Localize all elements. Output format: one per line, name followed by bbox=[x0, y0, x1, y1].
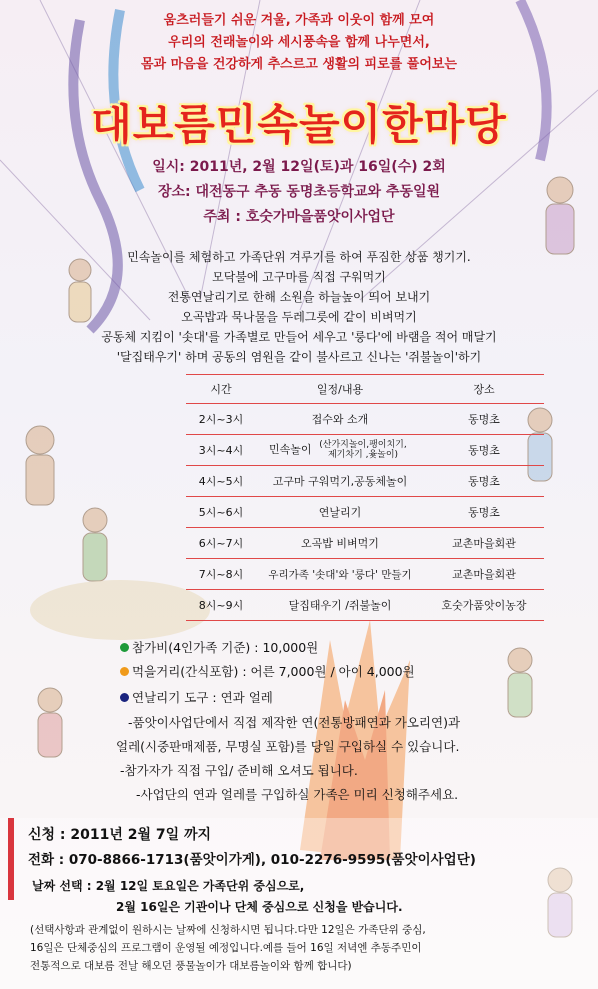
food-note bbox=[120, 662, 415, 680]
table-row bbox=[186, 497, 544, 528]
ground-patch bbox=[30, 580, 210, 640]
row-place: 교촌마을회관 bbox=[424, 528, 544, 559]
contact-accent-bar bbox=[8, 818, 14, 900]
row-content: 오곡밥 비벼먹기 bbox=[256, 528, 424, 559]
activity-3: 전통연날리기로 한해 소원을 하늘높이 띄어 보내기 bbox=[167, 290, 431, 304]
table-row bbox=[186, 435, 544, 466]
table-row bbox=[186, 528, 544, 559]
row-time: 2시~3시 bbox=[186, 404, 256, 435]
row-time: 8시~9시 bbox=[186, 590, 256, 621]
row-content: 달집태우기 /쥐불놀이 bbox=[256, 590, 424, 621]
row-place: 동명초 bbox=[424, 497, 544, 528]
kite-text: 연날리기 도구 : 연과 얼레 bbox=[132, 690, 273, 705]
application-deadline: 신청 : 2011년 2월 7일 까지 bbox=[28, 827, 212, 843]
activity-1: 민속놀이를 체험하고 가족단위 겨루기를 하여 푸짐한 상품 챙기기. bbox=[127, 250, 471, 264]
row-place: 동명초 bbox=[424, 466, 544, 497]
event-title: 대보름민속놀이한마당 bbox=[91, 100, 507, 149]
fee-note bbox=[120, 638, 318, 656]
header-content: 일정/내용 bbox=[256, 375, 424, 404]
event-host: 주최 : 호숫가마을품앗이사업단 bbox=[203, 209, 395, 225]
activity-6: '달집태우기' 하며 공동의 염원을 같이 불사르고 신나는 '쥐불놀이'하기 bbox=[116, 350, 482, 364]
table-row bbox=[186, 404, 544, 435]
orange-dot-icon bbox=[120, 667, 129, 676]
row-time: 6시~7시 bbox=[186, 528, 256, 559]
row-time: 5시~6시 bbox=[186, 497, 256, 528]
navy-dot-icon bbox=[120, 693, 129, 702]
row-time: 4시~5시 bbox=[186, 466, 256, 497]
schedule-table bbox=[186, 374, 544, 621]
table-row bbox=[186, 590, 544, 621]
contact-phone: 전화 : 070-8866-1713(품앗이가게), 010-2276-9595(품앗이사업단) bbox=[28, 852, 476, 868]
kite-note bbox=[120, 688, 273, 706]
row-content-detail: (산가지놀이,팽이치기,제기차기 ,윷놀이) bbox=[319, 440, 407, 460]
row-time: 7시~8시 bbox=[186, 559, 256, 590]
activity-2: 모닥불에 고구마를 직접 구워먹기 bbox=[212, 270, 386, 284]
kite-line-2: 얼레(시중판매제품, 무명실 포함)를 당일 구입하실 수 있습니다. bbox=[116, 739, 460, 754]
kite-line-1: -품앗이사업단에서 직접 제작한 연(전통방패연과 가오리연)과 bbox=[128, 715, 461, 730]
row-place: 호숫가품앗이농장 bbox=[424, 590, 544, 621]
row-content-cell bbox=[256, 435, 424, 466]
schedule-header-row bbox=[186, 375, 544, 404]
fine-print-3: 전통적으로 대보름 전날 해오던 풍물놀이가 대보름놀이와 함께 합니다) bbox=[30, 960, 352, 972]
date-choice-line-2: 2월 16일은 기관이나 단체 중심으로 신청을 받습니다. bbox=[116, 900, 403, 914]
event-date: 일시: 2011년, 2월 12일(토)과 16일(수) 2회 bbox=[152, 159, 446, 175]
table-row bbox=[186, 559, 544, 590]
green-dot-icon bbox=[120, 643, 129, 652]
row-content: 우리가족 '솟대'와 '룽다' 만들기 bbox=[256, 559, 424, 590]
row-content: 고구마 구워먹기,공동체놀이 bbox=[256, 466, 424, 497]
intro-line-1: 움츠러들기 쉬운 겨울, 가족과 이웃이 함께 모여 bbox=[163, 13, 435, 28]
event-place: 장소: 대전동구 추동 동명초등학교와 추동일원 bbox=[157, 184, 441, 200]
row-content: 민속놀이 bbox=[268, 443, 312, 456]
activity-5: 공동체 지킴이 '솟대'를 가족별로 만들어 세우고 '룽다'에 바램을 적어 매달기 bbox=[101, 330, 497, 344]
fine-print-2: 16일은 단체중심의 프로그램이 운영될 예정입니다.예를 들어 16일 저녁엔 추동주민이 bbox=[30, 942, 422, 954]
intro-line-2: 우리의 전래놀이와 세시풍속을 함께 나누면서, bbox=[168, 35, 430, 50]
row-time: 3시~4시 bbox=[186, 435, 256, 466]
row-place: 동명초 bbox=[424, 404, 544, 435]
kite-line-3: -참가자가 직접 구입/ 준비해 오셔도 됩니다. bbox=[120, 763, 358, 778]
kite-line-4: -사업단의 연과 얼레를 구입하실 가족은 미리 신청해주세요. bbox=[136, 787, 459, 802]
intro-line-3: 몸과 마음을 건강하게 추스르고 생활의 피로를 풀어보는 bbox=[141, 57, 457, 72]
row-content: 접수와 소개 bbox=[256, 404, 424, 435]
table-row bbox=[186, 466, 544, 497]
header-place: 장소 bbox=[424, 375, 544, 404]
row-content: 연날리기 bbox=[256, 497, 424, 528]
header-time: 시간 bbox=[186, 375, 256, 404]
fee-text: 참가비(4인가족 기준) : 10,000원 bbox=[132, 640, 319, 655]
food-text: 먹을거리(간식포함) : 어른 7,000원 / 아이 4,000원 bbox=[132, 664, 415, 679]
row-place: 교촌마을회관 bbox=[424, 559, 544, 590]
activity-4: 오곡밥과 묵나물을 두레그릇에 같이 비벼먹기 bbox=[181, 310, 417, 324]
fine-print-1: (선택사항과 관계없이 원하시는 날짜에 신청하시면 됩니다.다만 12일은 가족단위 중심, bbox=[30, 924, 426, 936]
date-choice-line-1: 날짜 선택 : 2월 12일 토요일은 가족단위 중심으로, bbox=[32, 879, 305, 893]
row-place: 동명초 bbox=[424, 435, 544, 466]
